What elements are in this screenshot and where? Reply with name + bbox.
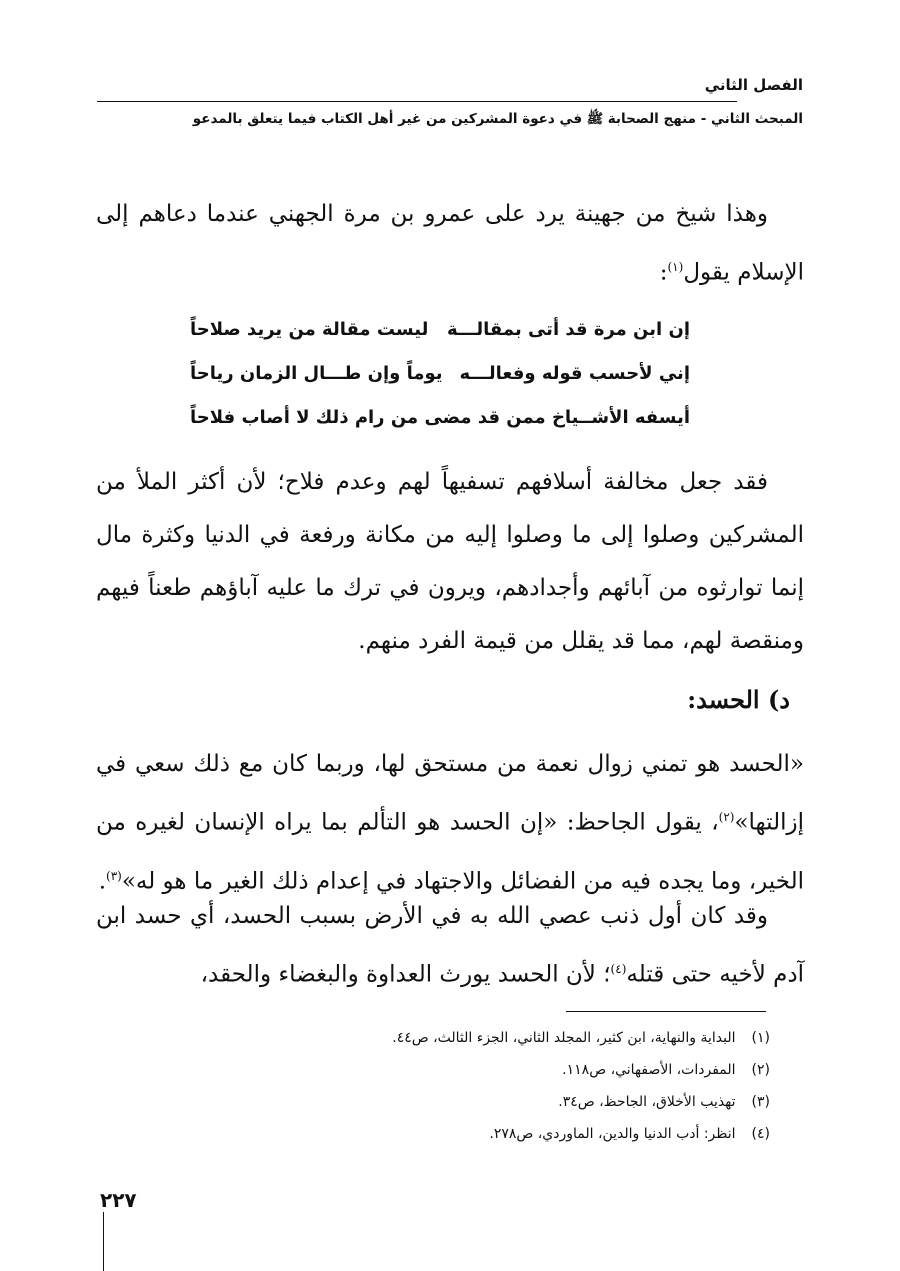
header-rule <box>97 101 737 102</box>
footnote-ref-4[interactable]: (٤) <box>610 962 627 976</box>
footnote-ref-1[interactable]: (١) <box>667 260 684 274</box>
paragraph-intro-text: وهذا شيخ من جهينة يرد على عمرو بن مرة الجهني عندما دعاهم إلى الإسلام يقول <box>96 201 804 286</box>
footnote-number: (٢) <box>751 1062 770 1078</box>
verse-first-half: إني لأحسب قوله وفعالـــه <box>459 363 690 384</box>
paragraph-first-sin <box>96 890 804 1002</box>
footnote-ref-2[interactable]: (٢) <box>718 810 735 824</box>
footnote-item <box>100 1086 770 1118</box>
footnote-text: انظر: أدب الدنيا والدين، الماوردي، ص٢٧٨. <box>489 1126 736 1142</box>
footnote-text: المفردات، الأصفهاني، ص١١٨. <box>562 1062 736 1078</box>
verse-second-half: ليست مقالة من يريد صلاحاً <box>190 319 429 340</box>
chapter-title: الفصل الثاني <box>704 76 803 94</box>
paragraph-envy-text-1: «الحسد هو تمني زوال نعمة من مستحق لها، وربما كان مع ذلك سعي في إزالتها» <box>96 751 804 836</box>
footnote-item <box>100 1118 770 1150</box>
verse-second-half: من رام ذلك لا أصاب فلاحاً <box>190 407 419 428</box>
footnote-ref-3[interactable]: (٣) <box>106 868 122 883</box>
footnote-item <box>100 1022 770 1054</box>
paragraph-intro-tail: : <box>659 259 668 286</box>
paragraph-commentary: فقد جعل مخالفة أسلافهم تسفيهاً لهم وعدم فلاح؛ لأن أكثر الملأ من المشركين وصلوا إلى ما وصلوا إليه من مكانة ورفعة في الدنيا وكثرة مال إنما توارثوه من آبائهم وأجدادهم، ويرون في ترك ما عليه آباؤهم طعناً فيهم ومنقصة لهم، مما قد يقلل من قيمة الفرد منهم. <box>96 469 804 654</box>
page-number: ٢٢٧ <box>100 1188 137 1212</box>
paragraph-envy-text-2: ، يقول الجاحظ: «إن الحسد هو التألم بما يراه الإنسان لغيره من الخير، وما يجده فيه من الفضائل والاجتهاد في إعدام ذلك الغير ما هو له» <box>96 809 804 895</box>
footnote-text: تهذيب الأخلاق، الجاحظ، ص٣٤. <box>558 1094 736 1110</box>
verse-second-half: يوماً وإن طـــال الزمان رياحاً <box>190 363 443 384</box>
paragraph-first-sin-text-2: ؛ لأن الحسد يورث العداوة والبغضاء والحقد، <box>200 961 611 988</box>
footnotes <box>100 1022 770 1150</box>
verse-first-half: إن ابن مرة قد أتى بمقالـــة <box>447 319 690 340</box>
paragraph-first-sin-text-1: وقد كان أول ذنب عصي الله به في الأرض بسبب الحسد، أي حسد ابن آدم لأخيه حتى قتله <box>96 903 804 988</box>
footnote-number: (١) <box>751 1030 770 1046</box>
footnote-number: (٤) <box>751 1126 770 1142</box>
verse-first-half: أيسفه الأشــياخ ممن قد مضى <box>424 407 690 428</box>
margin-line <box>103 1212 104 1271</box>
poem <box>190 308 690 440</box>
poem-verse <box>190 396 690 440</box>
paragraph-envy-text-3: . <box>98 868 106 895</box>
subheading-envy: د) الحسد: <box>687 685 790 714</box>
footnote-item <box>100 1054 770 1086</box>
poem-verse <box>190 352 690 396</box>
paragraph-intro <box>96 188 804 300</box>
paragraph-envy-definition <box>96 738 804 908</box>
poem-verse <box>190 308 690 352</box>
footnote-number: (٣) <box>751 1094 770 1110</box>
footnote-text: البداية والنهاية، ابن كثير، المجلد الثاني، الجزء الثالث، ص٤٤. <box>392 1030 736 1046</box>
footnote-separator <box>566 1011 766 1012</box>
section-title: المبحث الثاني - منهج الصحابة ﷺ في دعوة المشركين من غير أهل الكتاب فيما يتعلق بالمدعو <box>192 111 803 127</box>
